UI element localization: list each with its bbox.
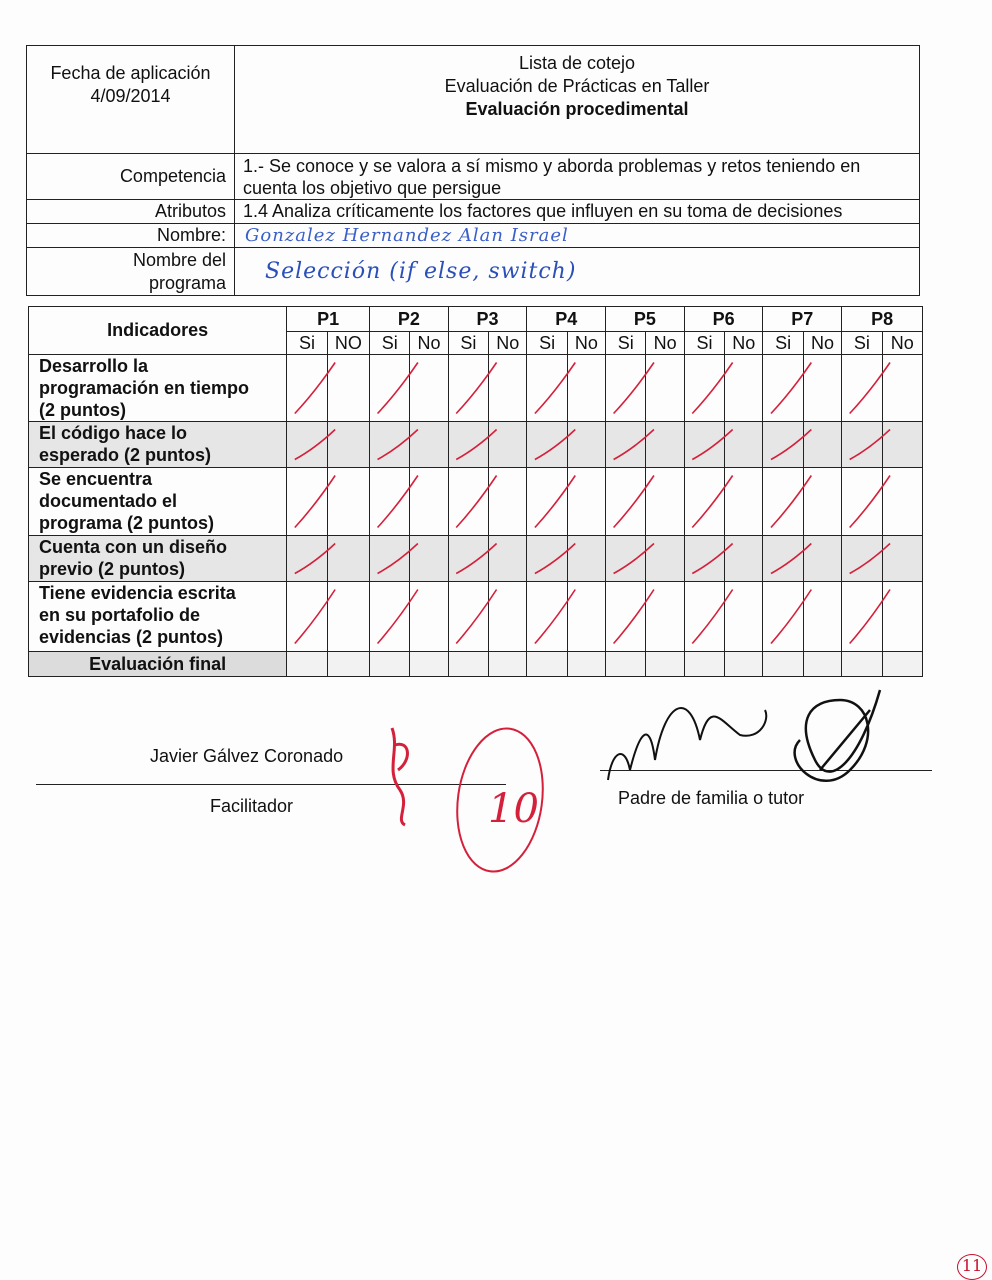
practice-header-5: P5 bbox=[606, 307, 685, 332]
checkmarks-layer bbox=[295, 363, 890, 644]
checkmark-icon bbox=[535, 544, 575, 574]
indicator-line: esperado (2 puntos) bbox=[39, 445, 212, 465]
checkmark-icon bbox=[850, 544, 890, 574]
checkmark-icon bbox=[850, 363, 890, 414]
checkmark-icon bbox=[771, 544, 811, 574]
si-header-p7: Si bbox=[763, 332, 803, 355]
grade-value: 10 bbox=[488, 786, 539, 832]
page-number: 11 bbox=[957, 1254, 987, 1280]
competencia-label: Competencia bbox=[27, 154, 235, 200]
checkmark-icon bbox=[295, 590, 335, 644]
checkmark-icon bbox=[771, 476, 811, 528]
nombre-value: Gonzalez Hernandez Alan Israel bbox=[235, 224, 920, 248]
indicator-line: documentado el bbox=[39, 491, 178, 511]
checkmark-icon bbox=[378, 476, 418, 528]
checkmark-icon bbox=[378, 590, 418, 644]
title-line-2: Evaluación de Prácticas en Taller bbox=[444, 76, 710, 96]
checkmark-icon bbox=[850, 430, 890, 460]
date-label: Fecha de aplicación bbox=[50, 63, 211, 83]
checkmark-icon bbox=[456, 430, 496, 460]
checkmark-icon bbox=[692, 363, 732, 414]
si-header-p5: Si bbox=[606, 332, 646, 355]
title-line-3: Evaluación procedimental bbox=[465, 99, 689, 119]
checkmark-icon bbox=[771, 590, 811, 644]
indicator-line: evidencias (2 puntos) bbox=[39, 627, 224, 647]
si-header-p2: Si bbox=[370, 332, 410, 355]
programa-label-2: programa bbox=[148, 272, 226, 293]
checkmark-icon bbox=[614, 544, 654, 574]
no-header-p2: No bbox=[410, 332, 448, 355]
indicator-line: programación en tiempo bbox=[39, 378, 250, 398]
si-header-p3: Si bbox=[448, 332, 488, 355]
competencia-value: 1.- Se conoce y se valora a sí mismo y aborda problemas y retos teniendo en cuenta los objetivo que persigue bbox=[235, 154, 920, 200]
checkmark-icon bbox=[771, 430, 811, 460]
si-header-p4: Si bbox=[527, 332, 567, 355]
checkmark-icon bbox=[456, 476, 496, 528]
checkmark-icon bbox=[378, 363, 418, 414]
checkmark-icon bbox=[456, 544, 496, 574]
indicator-line: Tiene evidencia escrita bbox=[39, 583, 236, 603]
parent-signature-icon bbox=[608, 708, 766, 780]
programa-value: Selección (if else, switch) bbox=[235, 248, 920, 296]
no-header-p4: No bbox=[567, 332, 605, 355]
practice-header-3: P3 bbox=[448, 307, 527, 332]
checkmark-icon bbox=[295, 430, 335, 460]
atributos-value: 1.4 Analiza críticamente los factores que influyen en su toma de decisiones bbox=[235, 200, 920, 224]
final-evaluation-label: Evaluación final bbox=[29, 652, 287, 677]
checkmark-icon bbox=[295, 544, 335, 574]
checkmark-icon bbox=[614, 590, 654, 644]
no-header-p8: No bbox=[882, 332, 922, 355]
no-header-p5: No bbox=[646, 332, 684, 355]
checkmark-icon bbox=[295, 363, 335, 414]
practice-header-4: P4 bbox=[527, 307, 606, 332]
checkmark-icon bbox=[295, 476, 335, 528]
programa-label-1: Nombre del bbox=[132, 249, 226, 270]
indicator-line: en su portafolio de bbox=[39, 605, 201, 625]
checkmark-icon bbox=[692, 430, 732, 460]
checkmark-icon bbox=[614, 476, 654, 528]
facilitator-signature-icon bbox=[392, 728, 407, 825]
indicator-line: Cuenta con un diseño bbox=[39, 537, 228, 557]
practice-header-1: P1 bbox=[287, 307, 370, 332]
parent-role: Padre de familia o tutor bbox=[618, 788, 805, 808]
title-line-1: Lista de cotejo bbox=[518, 53, 636, 73]
checkmark-icon bbox=[614, 430, 654, 460]
indicator-line: previo (2 puntos) bbox=[39, 559, 186, 579]
checkmark-icon bbox=[692, 476, 732, 528]
si-header-p1: Si bbox=[287, 332, 327, 355]
checkmark-icon bbox=[614, 363, 654, 414]
indicator-line: Se encuentra bbox=[39, 469, 153, 489]
si-header-p8: Si bbox=[842, 332, 882, 355]
practice-header-8: P8 bbox=[842, 307, 923, 332]
checkmark-icon bbox=[692, 590, 732, 644]
checkmark-icon bbox=[456, 590, 496, 644]
si-header-p6: Si bbox=[684, 332, 724, 355]
practice-header-7: P7 bbox=[763, 307, 842, 332]
checkmark-icon bbox=[456, 363, 496, 414]
checkmark-icon bbox=[535, 590, 575, 644]
no-header-p6: No bbox=[725, 332, 763, 355]
checkmark-icon bbox=[378, 430, 418, 460]
checkmark-icon bbox=[771, 363, 811, 414]
practice-header-2: P2 bbox=[370, 307, 449, 332]
indicator-line: El código hace lo bbox=[39, 423, 188, 443]
checkmark-icon bbox=[378, 544, 418, 574]
facilitator-name: Javier Gálvez Coronado bbox=[150, 746, 344, 766]
date-value: 4/09/2014 bbox=[90, 86, 171, 106]
checkmark-icon bbox=[535, 430, 575, 460]
indicator-line: Desarrollo la bbox=[39, 356, 149, 376]
practice-header-6: P6 bbox=[684, 307, 763, 332]
checkmark-icon bbox=[535, 363, 575, 414]
no-header-p7: No bbox=[803, 332, 841, 355]
checkmark-icon bbox=[850, 590, 890, 644]
no-header-p1: NO bbox=[327, 332, 369, 355]
nombre-label: Nombre: bbox=[27, 224, 235, 248]
indicators-header: Indicadores bbox=[29, 307, 287, 355]
checkmark-icon bbox=[535, 476, 575, 528]
checkmark-icon bbox=[850, 476, 890, 528]
indicator-line: (2 puntos) bbox=[39, 400, 126, 420]
facilitator-role: Facilitador bbox=[210, 796, 294, 816]
atributos-label: Atributos bbox=[27, 200, 235, 224]
no-header-p3: No bbox=[489, 332, 527, 355]
indicator-line: programa (2 puntos) bbox=[39, 513, 215, 533]
tutor-signature-icon bbox=[795, 690, 880, 781]
checkmark-icon bbox=[692, 544, 732, 574]
